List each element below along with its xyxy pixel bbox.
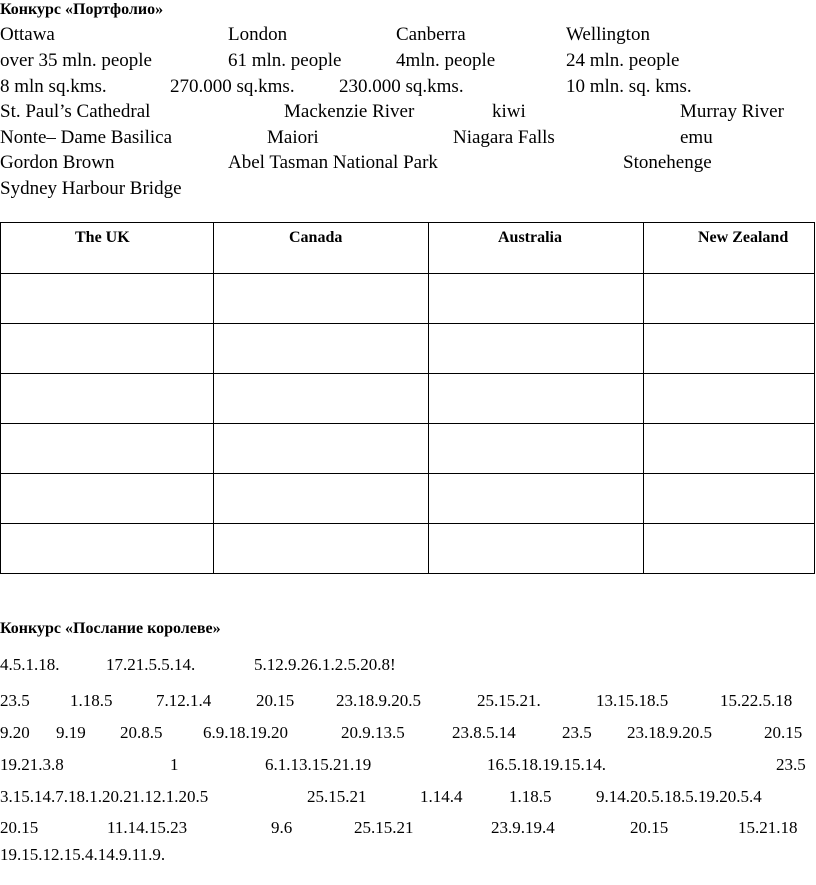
column-divider [643,223,644,573]
code-word: 11.14.15.23 [107,818,188,837]
message-title: Конкурс «Послание королеве» [0,620,221,637]
portfolio-cell: St. Paul’s Cathedral [0,101,151,122]
code-word: 20.15 [764,723,803,742]
header-the-uk: The UK [75,229,130,246]
code-word: 17.21.5.5.14. [106,655,196,674]
portfolio-cell: Sydney Harbour Bridge [0,178,182,199]
code-word: 20.15 [630,818,669,837]
code-word: 9.20 [0,723,30,742]
portfolio-cell: Maiori [267,127,319,148]
portfolio-cell: Niagara Falls [453,127,555,148]
portfolio-title: Конкурс «Портфолио» [0,1,164,18]
code-word: 9.19 [56,723,86,742]
portfolio-cell: Abel Tasman National Park [228,152,438,173]
column-divider [213,223,214,573]
code-word: 9.14.20.5.18.5.19.20.5.4 [596,787,762,806]
portfolio-cell: emu [680,127,713,148]
portfolio-cell: Murray River [680,101,784,122]
code-word: 23.5 [776,755,806,774]
portfolio-cell: 270.000 sq.kms. [170,76,295,97]
code-word: 4.5.1.18. [0,655,60,674]
portfolio-cell: Nonte– Dame Basilica [0,127,173,148]
code-word: 19.15.12.15.4.14.9.11.9. [0,845,166,864]
code-word: 15.22.5.18 [720,691,793,710]
portfolio-cell: Canberra [396,24,466,45]
code-word: 1.18.5 [70,691,113,710]
code-word: 20.8.5 [120,723,163,742]
code-word: 25.15.21 [354,818,414,837]
code-word: 20.15 [0,818,39,837]
portfolio-cell: 8 mln sq.kms. [0,76,107,97]
row-divider [1,423,814,424]
header-new-zealand: New Zealand [698,229,789,246]
portfolio-cell: Stonehenge [623,152,712,173]
code-word: 7.12.1.4 [156,691,212,710]
code-word: 6.9.18.19.20 [203,723,288,742]
code-word: 3.15.14.7.18.1.20.21.12.1.20.5 [0,787,209,806]
code-word: 5.12.9.26.1.2.5.20.8! [254,655,396,674]
code-word: 1 [170,755,179,774]
code-word: 23.18.9.20.5 [336,691,421,710]
code-word: 23.5 [0,691,30,710]
portfolio-cell: 61 mln. people [228,50,342,71]
code-word: 23.18.9.20.5 [627,723,712,742]
code-word: 6.1.13.15.21.19 [265,755,372,774]
portfolio-cell: 10 mln. sq. kms. [566,76,692,97]
portfolio-cell: kiwi [492,101,526,122]
code-word: 1.14.4 [420,787,463,806]
code-word: 20.9.13.5 [341,723,405,742]
code-word: 19.21.3.8 [0,755,64,774]
portfolio-cell: 24 mln. people [566,50,680,71]
code-word: 16.5.18.19.15.14. [487,755,606,774]
header-australia: Australia [498,229,562,246]
code-word: 20.15 [256,691,295,710]
row-divider [1,373,814,374]
row-divider [1,323,814,324]
code-word: 15.21.18 [738,818,798,837]
portfolio-cell: London [228,24,288,45]
column-divider [428,223,429,573]
portfolio-cell: over 35 mln. people [0,50,152,71]
code-word: 25.15.21 [307,787,367,806]
portfolio-cell: Mackenzie River [284,101,415,122]
code-word: 23.8.5.14 [452,723,516,742]
row-divider [1,523,814,524]
portfolio-cell: Ottawa [0,24,55,45]
portfolio-cell: Wellington [566,24,650,45]
row-divider [1,473,814,474]
code-word: 23.5 [562,723,592,742]
code-word: 13.15.18.5 [596,691,669,710]
code-word: 1.18.5 [509,787,552,806]
code-word: 25.15.21. [477,691,541,710]
portfolio-cell: Gordon Brown [0,152,115,173]
portfolio-cell: 4mln. people [396,50,496,71]
row-divider [1,273,814,274]
code-word: 9.6 [271,818,293,837]
code-word: 23.9.19.4 [491,818,555,837]
countries-table [0,222,815,574]
header-canada: Canada [289,229,343,246]
portfolio-cell: 230.000 sq.kms. [339,76,464,97]
